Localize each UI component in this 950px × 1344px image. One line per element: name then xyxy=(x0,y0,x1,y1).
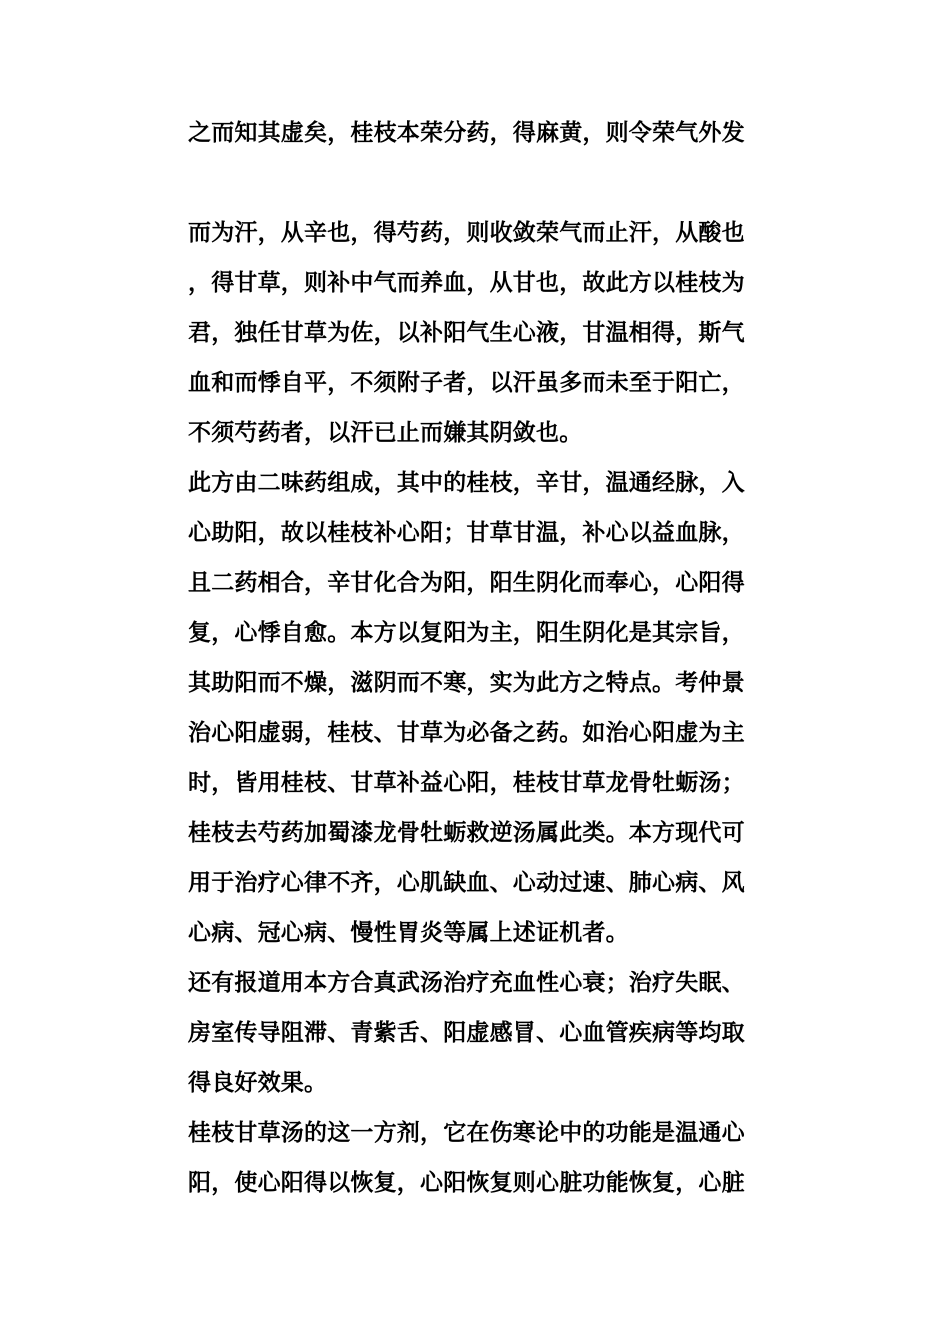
text-line: 其助阳而不燥，滋阴而不寒，实为此方之特点。考仲景 xyxy=(188,670,745,696)
text-line: 心助阳，故以桂枝补心阳；甘草甘温，补心以益血脉， xyxy=(188,520,745,546)
text-block-top xyxy=(188,108,745,158)
text-line: 而为汗，从辛也，得芍药，则收敛荣气而止汗，从酸也 xyxy=(188,220,745,246)
text-line: 血和而悸自平，不须附子者，以汗虽多而未至于阳亡， xyxy=(188,370,745,396)
text-line: 心病、冠心病、慢性胃炎等属上述证机者。 xyxy=(188,920,629,946)
text-line: 桂枝甘草汤的这一方剂，它在伤寒论中的功能是温通心 xyxy=(188,1120,745,1146)
text-line: 时，皆用桂枝、甘草补益心阳，桂枝甘草龙骨牡蛎汤； xyxy=(188,770,745,796)
text-line: 桂枝去芍药加蜀漆龙骨牡蛎救逆汤属此类。本方现代可 xyxy=(188,820,745,846)
text-line: 之而知其虚矣，桂枝本荣分药，得麻黄，则令荣气外发 xyxy=(188,120,745,146)
text-line: 用于治疗心律不齐，心肌缺血、心动过速、肺心病、风 xyxy=(188,870,745,896)
text-line: 得良好效果。 xyxy=(188,1070,328,1096)
text-line: ，得甘草，则补中气而养血，从甘也，故此方以桂枝为 xyxy=(188,270,745,296)
text-block-main xyxy=(188,208,745,1208)
text-line: 君，独任甘草为佐，以补阳气生心液，甘温相得，斯气 xyxy=(188,320,745,346)
text-line: 复，心悸自愈。本方以复阳为主，阳生阴化是其宗旨， xyxy=(188,620,745,646)
text-line: 不须芍药者，以汗已止而嫌其阴敛也。 xyxy=(188,420,583,446)
text-line: 治心阳虚弱，桂枝、甘草为必备之药。如治心阳虚为主 xyxy=(188,720,745,746)
text-line: 且二药相合，辛甘化合为阳，阳生阴化而奉心，心阳得 xyxy=(188,570,745,596)
text-line: 还有报道用本方合真武汤治疗充血性心衰；治疗失眠、 xyxy=(188,970,745,996)
text-line: 此方由二味药组成，其中的桂枝，辛甘，温通经脉，入 xyxy=(188,470,745,496)
text-line: 房室传导阻滞、青紫舌、阳虚感冒、心血管疾病等均取 xyxy=(188,1020,745,1046)
text-line: 阳，使心阳得以恢复，心阳恢复则心脏功能恢复，心脏 xyxy=(188,1170,745,1196)
